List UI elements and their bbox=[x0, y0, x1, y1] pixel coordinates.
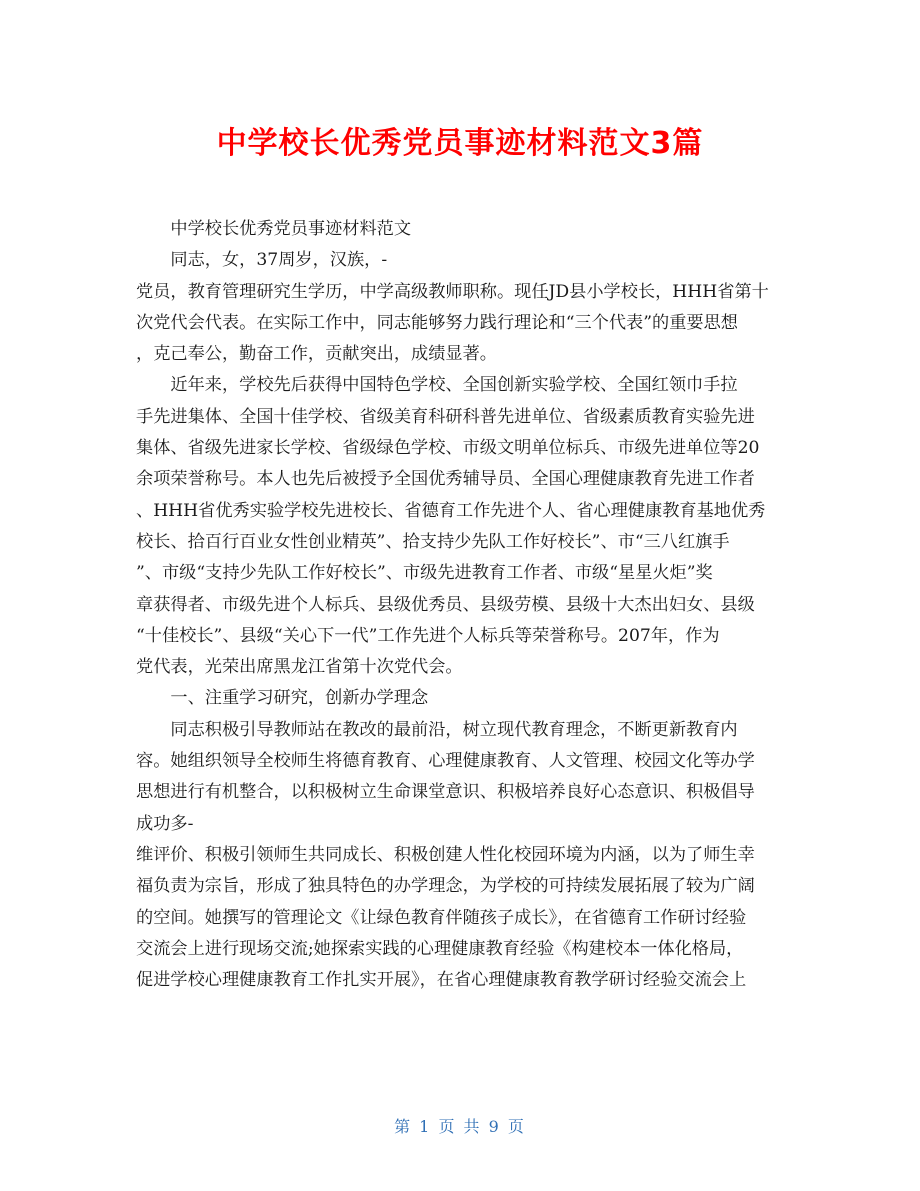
text-line: 集体、省级先进家长学校、省级绿色学校、市级文明单位标兵、市级先进单位等20 bbox=[136, 438, 760, 459]
text-line: 同志积极引导教师站在教改的最前沿，树立现代教育理念，不断更新教育内 bbox=[170, 719, 738, 740]
paragraph bbox=[136, 245, 786, 276]
text-line: 交流会上进行现场交流;她探索实践的心理健康教育经验《构建校本一体化格局， bbox=[136, 938, 744, 959]
text-line: 同志，女，37周岁，汉族，- bbox=[170, 250, 388, 271]
paragraph bbox=[136, 715, 786, 840]
paragraph bbox=[136, 840, 786, 996]
paragraph bbox=[136, 277, 786, 371]
paragraph bbox=[136, 214, 786, 245]
paragraph bbox=[136, 370, 786, 683]
section-heading bbox=[136, 683, 786, 714]
text-line: 促进学校心理健康教育工作扎实开展》，在省心理健康教育教学研讨经验交流会上 bbox=[136, 970, 747, 991]
text-line: ，克己奉公，勤奋工作，贡献突出，成绩显著。 bbox=[136, 344, 497, 365]
text-line: 近年来，学校先后获得中国特色学校、全国创新实验学校、全国红领巾手拉 bbox=[170, 375, 738, 396]
text-line: 手先进集体、全国十佳学校、省级美育科研科普先进单位、省级素质教育实验先进 bbox=[136, 406, 755, 427]
text-line: 思想进行有机整合，以积极树立生命课堂意识、积极培养良好心态意识、积极倡导 bbox=[136, 782, 755, 803]
text-line: 余项荣誉称号。本人也先后被授予全国优秀辅导员、全国心理健康教育先进工作者 bbox=[136, 469, 755, 490]
text-line: 党员，教育管理研究生学历，中学高级教师职称。现任JD县小学校长，HHH省第十 bbox=[136, 281, 769, 302]
text-line: “十佳校长”、县级“关心下一代”工作先进个人标兵等荣誉称号。207年，作为 bbox=[136, 625, 720, 646]
text-line: 章获得者、市级先进个人标兵、县级优秀员、县级劳模、县级十大杰出妇女、县级 bbox=[136, 594, 755, 615]
text-line: 党代表，光荣出席黑龙江省第十次党代会。 bbox=[136, 657, 463, 678]
text-line: 福负责为宗旨，形成了独具特色的办学理念，为学校的可持续发展拓展了较为广阔 bbox=[136, 876, 755, 897]
text-line: 的空间。她撰写的管理论文《让绿色教育伴随孩子成长》，在省德育工作研讨经验 bbox=[136, 907, 747, 928]
text-line: 容。她组织领导全校师生将德育教育、心理健康教育、人文管理、校园文化等办学 bbox=[136, 751, 755, 772]
text-line: 中学校长优秀党员事迹材料范文 bbox=[170, 219, 412, 239]
document-body bbox=[136, 214, 786, 996]
page-footer: 第 1 页 共 9 页 bbox=[394, 1117, 526, 1136]
document-title: 中学校长优秀党员事迹材料范文3篇 bbox=[216, 126, 704, 161]
text-line: 校长、拾百行百业女性创业精英”、拾支持少先队工作好校长”、市“三八红旗手 bbox=[136, 531, 730, 552]
text-line: 成功多- bbox=[136, 813, 194, 834]
text-line: 次党代会代表。在实际工作中，同志能够努力践行理论和“三个代表”的重要思想 bbox=[136, 312, 738, 333]
text-line: ”、市级“支持少先队工作好校长”、市级先进教育工作者、市级“星星火炬”奖 bbox=[136, 563, 713, 584]
text-line: 维评价、积极引领师生共同成长、积极创建人性化校园环境为内涵，以为了师生幸 bbox=[136, 844, 755, 865]
text-line: 一、注重学习研究，创新办学理念 bbox=[170, 688, 429, 709]
text-line: 、HHH省优秀实验学校先进校长、省德育工作先进个人、省心理健康教育基地优秀 bbox=[136, 500, 766, 521]
